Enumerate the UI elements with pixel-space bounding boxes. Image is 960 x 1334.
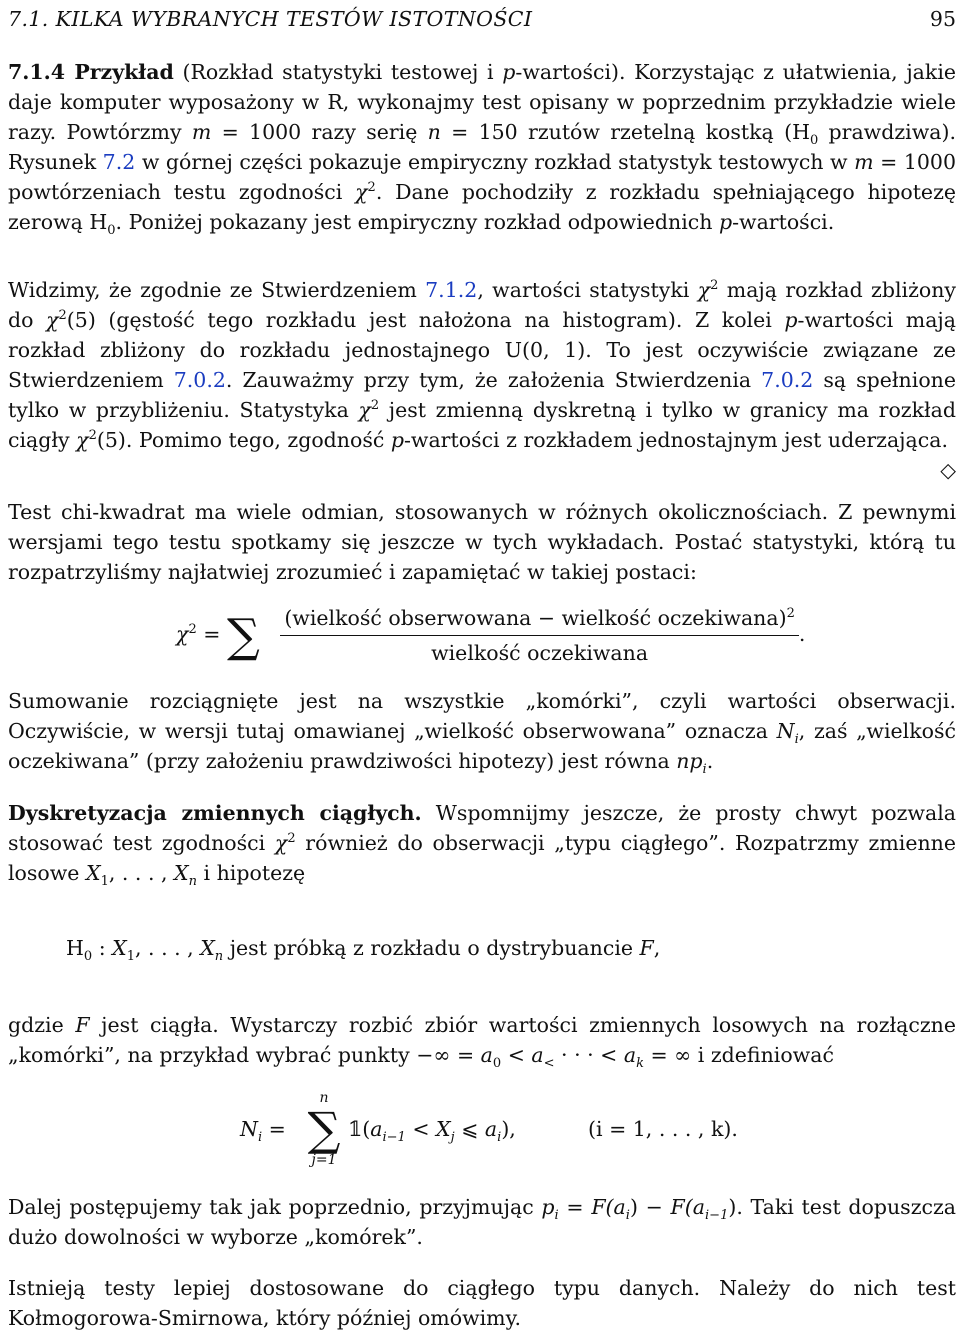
sum-symbol: ∑: [226, 608, 260, 663]
formula-chi-square: $\chi^2$ = ∑ $\frac{(wielkość obserwowana - wielkość oczekiwana)^2}{\text{wielkość oczekiwana}}$ .: [8, 603, 960, 668]
paragraph-discretization: Dyskretyzacja zmiennych ciągłych. Wspomnijmy jeszcze, że prosty chwyt pozwala stosować test zgodności $\chi^2$ również do obserwacji „typu ciągłego”. Rozpatrzmy zmienne losowe $X_1$, . . . , $X_n$ i hipotezę: [8, 801, 956, 890]
example-heading: 7.1.4 Przykład: [8, 60, 174, 84]
running-head: [8, 4, 956, 34]
sum-symbol-indexed: ∑: [307, 1102, 341, 1156]
statement-ref-link-2[interactable]: 7.0.2: [173, 368, 226, 392]
paragraph-ks-test: Istnieją testy lepiej dostosowane do ciągłego typu danych. Należy do nich test Kołmogorowa-Smirnowa, który później omówimy.: [8, 1276, 956, 1330]
formula-hypothesis: $H_0$ : $X_1$, . . . , $X_n$ jest próbką z rozkładu o dystrybuancie F,: [66, 936, 661, 965]
paragraph-summation: Sumowanie rozciągnięte jest na wszystkie „komórki”, czyli wartości obserwacji. Oczywiście, w wersji tutaj omawianej „wielkość obserwowana” oznacza $N_i$, zaś „wielkość oczekiwana” (przy założeniu prawdziwości hipotezy) jest równa $np_i$.: [8, 689, 956, 778]
paragraph-cells: gdzie F jest ciągła. Wystarczy rozbić zbiór wartości zmiennych losowych na rozłączne „komórki”, na przykład wybrać punkty −∞ = $a_0 < a_<$ · · · < $a_k$ = ∞ i zdefiniować: [8, 1013, 956, 1072]
end-of-example-mark: ◇: [940, 458, 956, 482]
section-title: 7.1. KILKA WYBRANYCH TESTÓW ISTOTNOŚCI: [8, 7, 533, 31]
paragraph-conclusion: Widzimy, że zgodnie ze Stwierdzeniem 7.1.2, wartości statystyki $\chi^2$ mają rozkład zbliżony do $\chi^2(5)$ (gęstość tego rozkładu jest nałożona na histogram). Z kolei p-wartości mają rozkład zbliżony do rozkładu jednostajnego U(0, 1). To jest oczywiście związane ze Stwierdzeniem 7.0.2. Zauważmy przy tym, że założenia Stwierdzenia 7.0.2 są spełnione tylko w przybliżeniu. Statystyka $\chi^2$ jest zmienną dyskretną i tylko w granicy ma rozkład ciągły $\chi^2(5)$. Pomimo tego, zgodność p-wartości z rozkładem jednostajnym jest uderzająca. ◇: [8, 275, 956, 485]
example-paragraph: 7.1.4 Przykład (Rozkład statystyki testowej i p-wartości). Korzystając z ułatwienia, jakie daje komputer wyposażony w R, wykonajmy test opisany w poprzednim przykładzie wiele razy. Powtórzmy m = 1000 razy serię n = 150 rzutów rzetelną kostką ($H_0$ prawdziwa). Rysunek 7.2 w górnej części pokazuje empiryczny rozkład statystyk testowych w m = 1000 powtórzeniach testu zgodności $\chi^2$. Dane pochodziły z rozkładu spełniającego hipotezę zerową $H_0$. Poniżej pokazany jest empiryczny rozkład odpowiednich p-wartości.: [8, 60, 957, 239]
discretization-heading: Dyskretyzacja zmiennych ciągłych.: [8, 801, 422, 825]
page-number: 95: [929, 7, 956, 31]
fraction: $\frac{(wielkość obserwowana - wielkość oczekiwana)^2}{\text{wielkość oczekiwana}}$: [280, 603, 799, 668]
figure-ref-link[interactable]: 7.2: [102, 150, 136, 174]
statement-ref-link-3[interactable]: 7.0.2: [761, 368, 814, 392]
paragraph-probabilities: Dalej postępujemy tak jak poprzednio, przyjmując $p_i = F(a_i) - F(a_{i-1})$. Taki test dopuszcza dużo dowolności w wyborze „komórek”.: [8, 1195, 956, 1249]
paragraph-chi-square-variants: Test chi-kwadrat ma wiele odmian, stosowanych w różnych okolicznościach. Z pewnymi wersjami tego testu spotkamy się jeszcze w tych wykładach. Postać statystyki, którą tu rozpatrzyliśmy najłatwiej zrozumieć i zapamiętać w takiej postaci:: [8, 500, 956, 584]
formula-cell-counts: $N_i$ = n ∑ j=1 $𝟙(a_{i-1} < X_j$ ⩽ $a_i$), (i = 1, . . . , k).: [240, 1090, 738, 1168]
statement-ref-link-1[interactable]: 7.1.2: [425, 278, 478, 302]
